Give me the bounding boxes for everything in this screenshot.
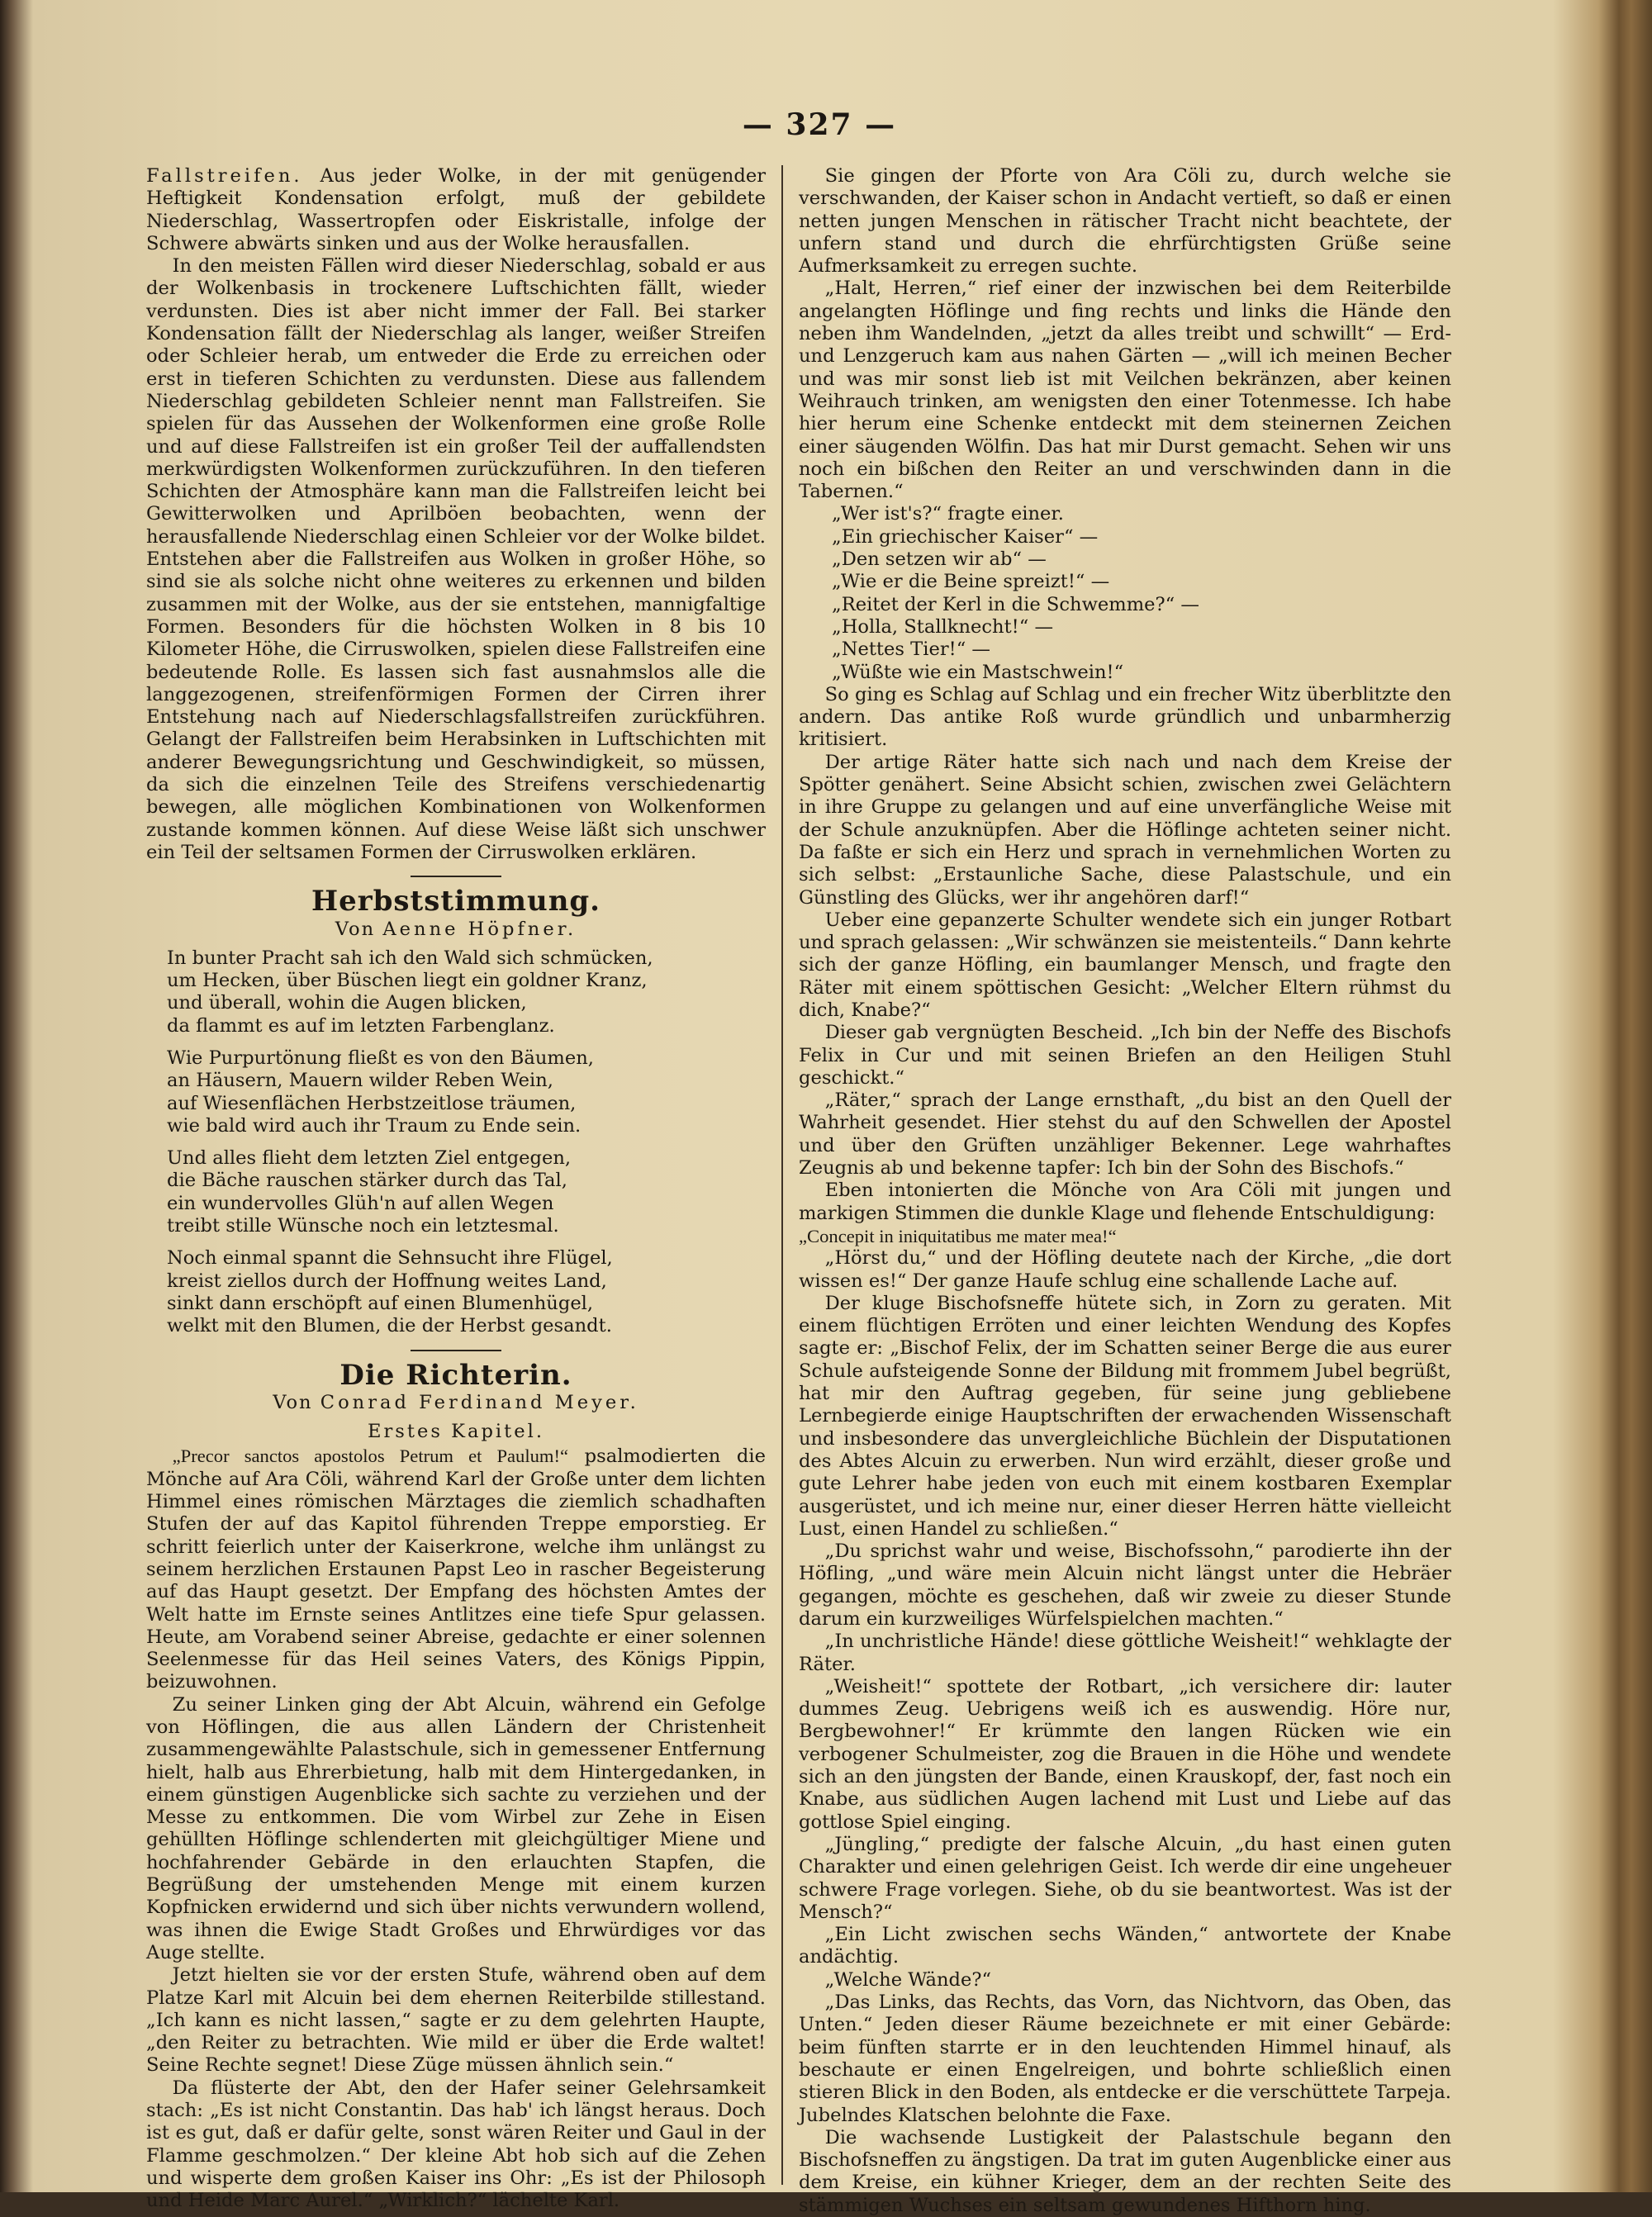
story-paragraph: Der artige Räter hatte sich nach und nach dem Kreise der Spötter genähert. Seine Absicht schien, zwischen zwei Gelächtern in ihre Gruppe zu gelangen und auf eine unverfängliche Weise mit der Schule anzuknüpfen. Aber die Höflinge achteten seiner nicht. Da faßte er sich ein Herz und sprach in vernehmlichen Worten zu sich selbst: „Erstaunliche Sache, diese Palastschule, und ein Günstling des Glücks, wer ihr angehören darf!“ <box>799 751 1451 909</box>
dialog-line: „Wie er die Beine spreizt!“ — <box>832 571 1110 593</box>
poem-line: da flammt es auf im letzten Farbenglanz. <box>167 1014 555 1037</box>
dialog-line: „Ein griechischer Kaiser“ — <box>832 525 1099 548</box>
story-paragraph: Der kluge Bischofsneffe hütete sich, in Zorn zu geraten. Mit einem flüchtigen Erröten und einer leichten Wendung des Kopfes sagte er: „Bischof Felix, der im Schatten seiner Berge die aus eurer Schule aufsteigende Sonne der Bildung mit frommem Jubel begrüßt, hat mir den Auftrag gegeben, für seine jung gebliebene Lernbegierde einige Hauptschriften der erwachenden Wissenschaft und insbesondere das unvergleichliche Büchlein der Disputationen des Abtes Alcuin zu erwerben. Nun wird erzählt, dieser große und gute Lehrer habe jeden von euch mit einem kostbaren Exemplar ausgerüstet, und ich meine nur, einer dieser Herren hätte vielleicht Lust, einen Handel zu schließen.“ <box>799 1292 1451 1540</box>
poem-line: treibt stille Wünsche noch ein letztesmal. <box>167 1215 559 1237</box>
poem-line: an Häusern, Mauern wilder Reben Wein, <box>167 1070 553 1092</box>
poem-stanza <box>167 1247 766 1337</box>
poem-line: sinkt dann erschöpft auf einen Blumenhügel, <box>167 1292 594 1314</box>
intro-paragraph: In den meisten Fällen wird dieser Niederschlag, sobald er aus der Wolkenbasis in trockenere Luftschichten fällt, wieder verdunsten. Dies ist aber nicht immer der Fall. Bei starker Kondensation fällt der Niederschlag als langer, weißer Streifen oder Schleier herab, um entweder die Erde zu erreichen oder erst in tieferen Schichten zu verdunsten. Diese aus fallendem Niederschlag gebildeten Schleier nennt man Fallstreifen. Sie spielen für das Aussehen der Wolkenformen eine große Rolle und auf diese Fallstreifen ist ein großer Teil der auffallendsten merkwürdigsten Wolkenformen zurückzuführen. In den tieferen Schichten der Atmosphäre kann man die Fallstreifen leicht bei Gewitterwolken und Aprilböen beobachten, wenn der herausfallende Niederschlag einen Schleier vor der Wolke bildet. Entstehen aber die Fallstreifen aus Wolken in großer Höhe, so sind sie als solche nicht ohne weiteres zu erkennen und bilden zusammen mit der Wolke, aus der sie entstehen, mannigfaltige Formen. Besonders für die höchsten Wolken in 8 bis 10 Kilometer Höhe, die Cirruswolken, spielen diese Fallstreifen eine bedeutende Rolle. Es lassen sich fast ausnahmslos alle die langgezogenen, streifenförmigen Formen der Cirren ihrer Entstehung nach auf Niederschlagsfallstreifen zurückführen. Gelangt der Fallstreifen beim Herabsinken in Luftschichten mit anderer Bewegungsrichtung und Geschwindigkeit, so müssen, da sich die einzelnen Teile des Streifens verschiedenartig bewegen, alle möglichen Kombinationen von Wolkenformen zustande kommen können. Auf diese Weise läßt sich unschwer ein Teil der seltsamen Formen der Cirruswolken erklären. <box>146 255 766 863</box>
intro-text: Aus jeder Wolke, in der mit genügender Heftigkeit Kondensation erfolgt, muß der gebildete Niederschlag, Wassertropfen oder Eiskristalle, infolge der Schwere abwärts sinken und aus der Wolke herausfallen. <box>146 165 766 254</box>
section-divider <box>411 876 501 877</box>
poem-line: Noch einmal spannt die Sehnsucht ihre Flügel, <box>167 1247 613 1270</box>
poem-line: die Bäche rauschen stärker durch das Tal, <box>167 1170 567 1192</box>
dialog-line: „Reitet der Kerl in die Schwemme?“ — <box>832 593 1199 615</box>
page <box>26 0 1612 2216</box>
story-text: psalmodierten die Mönche auf Ara Cöli, während Karl der Große unter dem lichten Himmel eines römischen Märztages die ziemlich schadhaften Stufen der auf das Kapitol führenden Treppe emporstieg. Er schritt feierlich unter der Kaiserkrone, welche ihm unlängst zu seinem herzlichen Erstaunen Papst Leo in rascher Begeisterung auf das Haupt gesetzt. Der Empfang des höchsten Amtes der Welt hatte im Ernste seines Antlitzes eine tiefe Spur gelassen. Heute, am Vorabend seiner Abreise, gedachte er einer solennen Seelenmesse für das Heil seines Vaters, des Königs Pippin, beizuwohnen. <box>146 1446 766 1693</box>
intro-paragraph <box>146 165 766 255</box>
dialog-line: „Wüßte wie ein Mastschwein!“ <box>832 661 1124 683</box>
story-paragraph <box>146 1445 766 1693</box>
poem-title: Herbststimmung. <box>311 885 601 919</box>
poem-line: welkt mit den Blumen, die der Herbst gesandt. <box>167 1315 612 1337</box>
left-column <box>146 165 766 2213</box>
story-byline-prefix: Von <box>273 1391 320 1413</box>
poem-stanza <box>167 1147 766 1237</box>
poem-line: kreist ziellos durch der Hoffnung weites Land, <box>167 1270 607 1292</box>
story-byline <box>146 1392 766 1414</box>
poem-line: und überall, wohin die Augen blicken, <box>167 992 527 1014</box>
poem-byline-prefix: Von <box>335 918 383 940</box>
story-paragraph: Eben intonierten die Mönche von Ara Cöli mit jungen und markigen Stimmen die dunkle Klage und flehende Entschuldigung: <box>799 1180 1451 1224</box>
story-paragraph: Jetzt hielten sie vor der ersten Stufe, während oben auf dem Platze Karl mit Alcuin bei dem ehernen Reiterbilde stillestand. „Ich kann es nicht lassen,“ sagte er zu dem gelehrten Haupte, „den Reiter zu betrachten. Wie mild er über die Erde waltet! Seine Rechte segnet! Diese Züge müssen ähnlich sein.“ <box>146 1964 766 2077</box>
story-paragraph: „Das Links, das Rechts, das Vorn, das Nichtvorn, das Oben, das Unten.“ Jeden dieser Räume bezeichnete er mit einer Gebärde: beim fünften starrte er in den leuchtenden Himmel hinauf, als beschaute er einen Engelreigen, und bohrte schließlich einen stieren Blick in den Boden, als entdecke er die verschüttete Tarpeja. Jubelndes Klatschen belohnte die Faxe. <box>799 1992 1451 2126</box>
poem-line: um Hecken, über Büschen liegt ein goldner Kranz, <box>167 970 648 992</box>
story-paragraph: „Räter,“ sprach der Lange ernsthaft, „du bist an den Quell der Wahrheit gesendet. Hier stehst du auf den Schwellen der Apostel und über den Grüften unzähliger Bekenner. Lege wahrhaftes Zeugnis ab und bekenne tapfer: Ich bin der Sohn des Bischofs.“ <box>799 1090 1451 1180</box>
dialog-line: „Den setzen wir ab“ — <box>832 548 1047 571</box>
poem-line: ein wundervolles Glüh'n auf allen Wegen <box>167 1192 554 1214</box>
poem-line: wie bald wird auch ihr Traum zu Ende sein. <box>167 1114 582 1137</box>
poem-line: In bunter Pracht sah ich den Wald sich schmücken, <box>167 947 653 969</box>
story-paragraph: „In unchristliche Hände! diese göttliche Weisheit!“ wehklagte der Räter. <box>799 1631 1451 1675</box>
latin-quote: „Precor sanctos apostolos Petrum et Paulum!“ <box>172 1446 569 1467</box>
section-divider <box>411 1350 501 1351</box>
page-number: — 327 — <box>742 107 897 142</box>
story-title: Die Richterin. <box>339 1358 572 1392</box>
story-paragraph: Ueber eine gepanzerte Schulter wendete sich ein junger Rotbart und sprach gelassen: „Wir schwänzen sie meistenteils.“ Dann kehrte sich der ganze Höfling, ein baumlanger Mensch, und fragte den Räter mit einem spöttischen Gesicht: „Welcher Eltern rühmst du dich, Knabe?“ <box>799 909 1451 1021</box>
story-author: Conrad Ferdinand Meyer. <box>320 1391 639 1413</box>
story-paragraph: „Welche Wände?“ <box>824 1968 992 1991</box>
poem-author: Aenne Höpfner. <box>382 918 577 940</box>
poem-stanza <box>167 947 766 1037</box>
poem-line: auf Wiesenflächen Herbstzeitlose träumen, <box>167 1092 577 1114</box>
poem-line: Wie Purpurtönung fließt es von den Bäumen, <box>167 1047 594 1069</box>
dialog-block <box>832 503 1451 683</box>
story-paragraph: „Jüngling,“ predigte der falsche Alcuin, „du hast einen guten Charakter und einen gelehrigen Geist. Ich werde dir eine ungeheuer schwere Frage vorlegen. Siehe, ob du sie beantwortest. Was ist der Mensch?“ <box>799 1833 1451 1923</box>
dialog-line: „Nettes Tier!“ — <box>832 639 991 661</box>
right-column <box>799 165 1451 2217</box>
column-rule <box>781 165 783 2185</box>
intro-lead: Fallstreifen. <box>146 165 303 187</box>
chapter-heading: Erstes Kapitel. <box>367 1421 544 1443</box>
story-paragraph: „Weisheit!“ spottete der Rotbart, „ich versichere dir: lauter dummes Zeug. Uebrigens weiß ich es auswendig. Höre nur, Bergbewohner!“ Er krümmte den langen Rücken wie ein verbogener Schulmeister, zog die Brauen in die Höhe und wendete sich an den jüngsten der Bande, einen Krauskopf, der, fast noch ein Knabe, aus südlichen Augen lachend mit Lust und Liebe auf das gottlose Spiel einging. <box>799 1675 1451 1833</box>
story-paragraph: Dieser gab vergnügten Bescheid. „Ich bin der Neffe des Bischofs Felix in Cur und mit seinen Briefen an den Heiligen Stuhl geschickt.“ <box>799 1022 1451 1089</box>
poem-byline <box>146 919 766 941</box>
story-paragraph: Zu seiner Linken ging der Abt Alcuin, während ein Gefolge von Höflingen, die aus allen Ländern der Christenheit zusammengewählte Palastschule, sich in gemessener Entfernung hielt, halb aus Ehrerbietung, halb mit dem Hintergedanken, in einem günstigen Augenblicke sich sachte zu verziehen und der Messe zu entkommen. Die vom Wirbel zur Zehe in Eisen gehüllten Höflinge schlenderten mit gleichgültiger Miene und hochfahrender Gebärde in den erlauchten Stapfen, die Begrüßung der umstehenden Menge mit einem kurzen Kopfnicken erwidernd und sich über nichts verwundern wollend, was ihnen die Ewige Stadt Großes und Ehrwürdiges vor das Auge stellte. <box>146 1693 766 1963</box>
story-paragraph: Da flüsterte der Abt, den der Hafer seiner Gelehrsamkeit stach: „Es ist nicht Constantin. Das hab' ich längst heraus. Doch ist es gut, daß er dafür gelte, sonst wären Reiter und Gaul in der Flamme geschmolzen.“ Der kleine Abt hob sich auf die Zehen und wisperte dem großen Kaiser ins Ohr: „Es ist der Philosoph und Heide Marc Aurel.“ „Wirklich?“ lächelte Karl. <box>146 2077 766 2212</box>
poem-stanza <box>167 1047 766 1137</box>
story-paragraph: So ging es Schlag auf Schlag und ein frecher Witz überblitzte den andern. Das antike Roß wurde gründlich und unbarmherzig kritisiert. <box>799 683 1451 751</box>
poem-line: Und alles flieht dem letzten Ziel entgegen, <box>167 1147 572 1170</box>
story-paragraph: „Hörst du,“ und der Höfling deutete nach der Kirche, „die dort wissen es!“ Der ganze Haufe schlug eine schallende Lache auf. <box>799 1247 1451 1292</box>
latin-line: „Concepit in iniquitatibus me mater mea!“ <box>799 1225 1117 1246</box>
dialog-line: „Holla, Stallknecht!“ — <box>832 615 1054 638</box>
story-paragraph: „Ein Licht zwischen sechs Wänden,“ antwortete der Knabe andächtig. <box>799 1924 1451 1968</box>
story-paragraph: „Du sprichst wahr und weise, Bischofssohn,“ parodierte ihn der Höfling, „und wäre mein Alcuin nicht längst unter die Hebräer gegangen, möchte es geschehen, daß wir zweie zu dieser Stunde darum ein kurzweiliges Würfelspielchen machten.“ <box>799 1541 1451 1630</box>
dialog-line: „Wer ist's?“ fragte einer. <box>832 503 1064 525</box>
story-paragraph: Die wachsende Lustigkeit der Palastschule begann den Bischofsneffen zu ängstigen. Da trat im guten Augenblicke einer aus dem Kreise, ein kühner Krieger, dem an der rechten Seite des stämmigen Wuchses ein seltsam gewundenes Hifthorn hing. <box>799 2126 1451 2216</box>
story-paragraph: „Halt, Herren,“ rief einer der inzwischen bei dem Reiterbilde angelangten Höflinge und fing rechts und links die Hände den neben ihm Wandelnden, „jetzt da alles treibt und schwillt“ — Erd- und Lenzgeruch kam aus nahen Gärten — „will ich meinen Becher und was mir sonst lieb ist mit Veilchen bekränzen, aber keinen Weihrauch trinken, am wenigsten den einer Totenmesse. Ich habe hier herum eine Schenke entdeckt mit dem steinernen Zeichen einer säugenden Wölfin. Das hat mir Durst gemacht. Sehen wir uns noch ein bißchen den Reiter an und verschwinden dann in die Tabernen.“ <box>799 278 1451 503</box>
story-paragraph: Sie gingen der Pforte von Ara Cöli zu, durch welche sie verschwanden, der Kaiser schon in Andacht vertieft, so daß er einen netten jungen Menschen in rätischer Tracht nicht beachtete, der unfern stand und durch die ehrfürchtigsten Grüße seine Aufmerksamkeit zu erregen suchte. <box>799 165 1451 278</box>
